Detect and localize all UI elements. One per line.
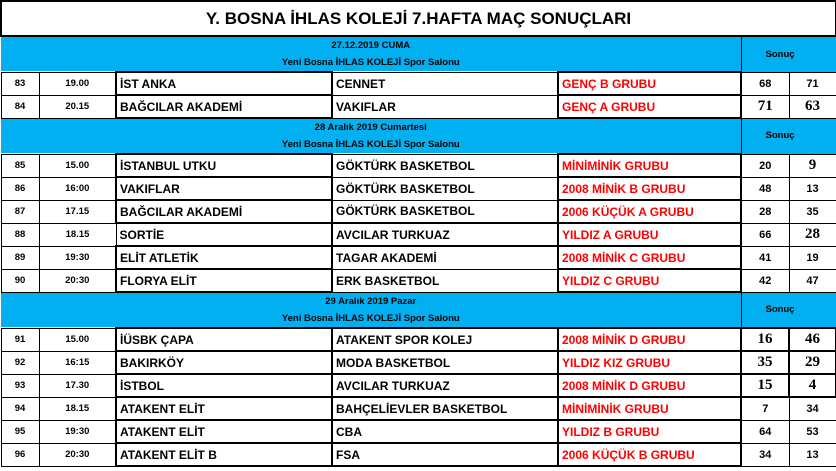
match-no: 94 (1, 397, 39, 420)
home-team: İSTBOL (116, 374, 332, 397)
away-score: 47 (789, 269, 836, 292)
page-title: Y. BOSNA İHLAS KOLEJİ 7.HAFTA MAÇ SONUÇLARI (1, 1, 836, 36)
table-row (1, 443, 836, 466)
away-score: 35 (789, 200, 836, 223)
home-score: 20 (741, 154, 789, 177)
match-group: 2006 KÜÇÜK A GRUBU (558, 200, 741, 223)
table-row (1, 351, 836, 374)
table-row (1, 154, 836, 177)
away-team: GÖKTÜRK BASKETBOL (332, 154, 558, 177)
match-no: 88 (1, 223, 39, 246)
match-no: 90 (1, 269, 39, 292)
home-score: 41 (741, 246, 789, 269)
match-group: YILDIZ B GRUBU (558, 420, 741, 443)
away-team: BAHÇELİEVLER BASKETBOL (332, 397, 558, 420)
match-time: 16:00 (39, 177, 116, 200)
away-score: 28 (789, 223, 836, 246)
home-score: 7 (741, 397, 789, 420)
section-date: 29 Aralık 2019 Pazar (1, 292, 741, 310)
table-row (1, 223, 836, 246)
sonuc-label: Sonuç (765, 48, 795, 60)
home-score: 35 (741, 351, 789, 374)
section-date: 28 Aralık 2019 Cumartesi (1, 118, 741, 136)
home-team: SORTİE (116, 223, 332, 246)
away-team: MODA BASKETBOL (332, 351, 558, 374)
match-group: MİNİMİNİK GRUBU (558, 397, 741, 420)
section-venue: Yeni Bosna İHLAS KOLEJİ Spor Salonu (1, 136, 741, 154)
away-team: GÖKTÜRK BASKETBOL (332, 200, 558, 223)
match-time: 20:30 (39, 269, 116, 292)
home-score: 71 (741, 95, 789, 118)
away-team: VAKIFLAR (332, 95, 558, 118)
away-team: TAGAR AKADEMİ (332, 246, 558, 269)
home-score: 42 (741, 269, 789, 292)
section-date: 27.12.2019 CUMA (1, 36, 741, 54)
away-score: 53 (789, 420, 836, 443)
away-score: 63 (789, 95, 836, 118)
table-row (1, 269, 836, 292)
home-score: 15 (741, 374, 789, 397)
section-venue: Yeni Bosna İHLAS KOLEJİ Spor Salonu (1, 54, 741, 72)
table-row (1, 95, 836, 118)
table-row (1, 72, 836, 95)
sonuc-header (741, 36, 836, 72)
away-team: ERK BASKETBOL (332, 269, 558, 292)
away-score: 9 (789, 154, 836, 177)
match-no: 92 (1, 351, 39, 374)
home-team: İST ANKA (116, 72, 332, 95)
away-score: 19 (789, 246, 836, 269)
home-team: VAKIFLAR (116, 177, 332, 200)
home-team: BAĞCILAR AKADEMİ (116, 200, 332, 223)
match-group: GENÇ B GRUBU (558, 72, 741, 95)
away-team: CBA (332, 420, 558, 443)
match-group: 2008 MİNİK D GRUBU (558, 374, 741, 397)
away-team: CENNET (332, 72, 558, 95)
match-no: 96 (1, 443, 39, 466)
section-header (1, 36, 836, 54)
match-time: 19:30 (39, 246, 116, 269)
home-score: 28 (741, 200, 789, 223)
match-time: 15.00 (39, 154, 116, 177)
match-time: 18.15 (39, 223, 116, 246)
away-score: 71 (789, 72, 836, 95)
home-team: FLORYA ELİT (116, 269, 332, 292)
section-header (1, 118, 836, 136)
table-row (1, 177, 836, 200)
match-time: 20:30 (39, 443, 116, 466)
sonuc-label: Sonuç (765, 129, 795, 141)
match-no: 93 (1, 374, 39, 397)
match-group: GENÇ A GRUBU (558, 95, 741, 118)
table-row (1, 397, 836, 420)
home-score: 64 (741, 420, 789, 443)
match-no: 84 (1, 95, 39, 118)
home-score: 34 (741, 443, 789, 466)
match-no: 95 (1, 420, 39, 443)
table-row (1, 328, 836, 351)
sonuc-header (741, 292, 836, 328)
home-team: ATAKENT ELİT (116, 420, 332, 443)
match-time: 20.15 (39, 95, 116, 118)
home-team: İÜSBK ÇAPA (116, 328, 332, 351)
away-score: 34 (789, 397, 836, 420)
match-time: 19.00 (39, 72, 116, 95)
match-time: 18.15 (39, 397, 116, 420)
match-no: 85 (1, 154, 39, 177)
home-score: 68 (741, 72, 789, 95)
table-row (1, 246, 836, 269)
match-no: 86 (1, 177, 39, 200)
table-row (1, 420, 836, 443)
away-score: 46 (789, 328, 836, 351)
away-team: AVCILAR TURKUAZ (332, 223, 558, 246)
home-score: 66 (741, 223, 789, 246)
away-team: FSA (332, 443, 558, 466)
section-header (1, 292, 836, 310)
away-team: ATAKENT SPOR KOLEJ (332, 328, 558, 351)
match-time: 16:15 (39, 351, 116, 374)
match-time: 15.00 (39, 328, 116, 351)
sonuc-label: Sonuç (765, 304, 795, 316)
home-team: İSTANBUL UTKU (116, 154, 332, 177)
match-group: 2008 MİNİK D GRUBU (558, 328, 741, 351)
away-team: AVCILAR TURKUAZ (332, 374, 558, 397)
home-team: ATAKENT ELİT B (116, 443, 332, 466)
match-no: 91 (1, 328, 39, 351)
home-team: BAĞCILAR AKADEMİ (116, 95, 332, 118)
match-group: YILDIZ C GRUBU (558, 269, 741, 292)
home-score: 48 (741, 177, 789, 200)
away-score: 4 (789, 374, 836, 397)
table-row (1, 200, 836, 223)
away-score: 29 (789, 351, 836, 374)
match-no: 89 (1, 246, 39, 269)
table-row (1, 374, 836, 397)
home-team: ELİT ATLETİK (116, 246, 332, 269)
match-group: MİNİMİNİK GRUBU (558, 154, 741, 177)
match-time: 17.15 (39, 200, 116, 223)
match-time: 17.30 (39, 374, 116, 397)
match-no: 83 (1, 72, 39, 95)
home-team: ATAKENT ELİT (116, 397, 332, 420)
sonuc-header (741, 118, 836, 154)
home-team: BAKIRKÖY (116, 351, 332, 374)
match-time: 19:30 (39, 420, 116, 443)
away-score: 13 (789, 177, 836, 200)
match-no: 87 (1, 200, 39, 223)
match-group: 2008 MİNİK B GRUBU (558, 177, 741, 200)
match-group: YILDIZ KIZ GRUBU (558, 351, 741, 374)
home-score: 16 (741, 328, 789, 351)
match-group: YILDIZ A GRUBU (558, 223, 741, 246)
match-group: 2006 KÜÇÜK B GRUBU (558, 443, 741, 466)
away-team: GÖKTÜRK BASKETBOL (332, 177, 558, 200)
away-score: 13 (789, 443, 836, 466)
match-group: 2008 MİNİK C GRUBU (558, 246, 741, 269)
section-venue: Yeni Bosna İHLAS KOLEJİ Spor Salonu (1, 310, 741, 328)
